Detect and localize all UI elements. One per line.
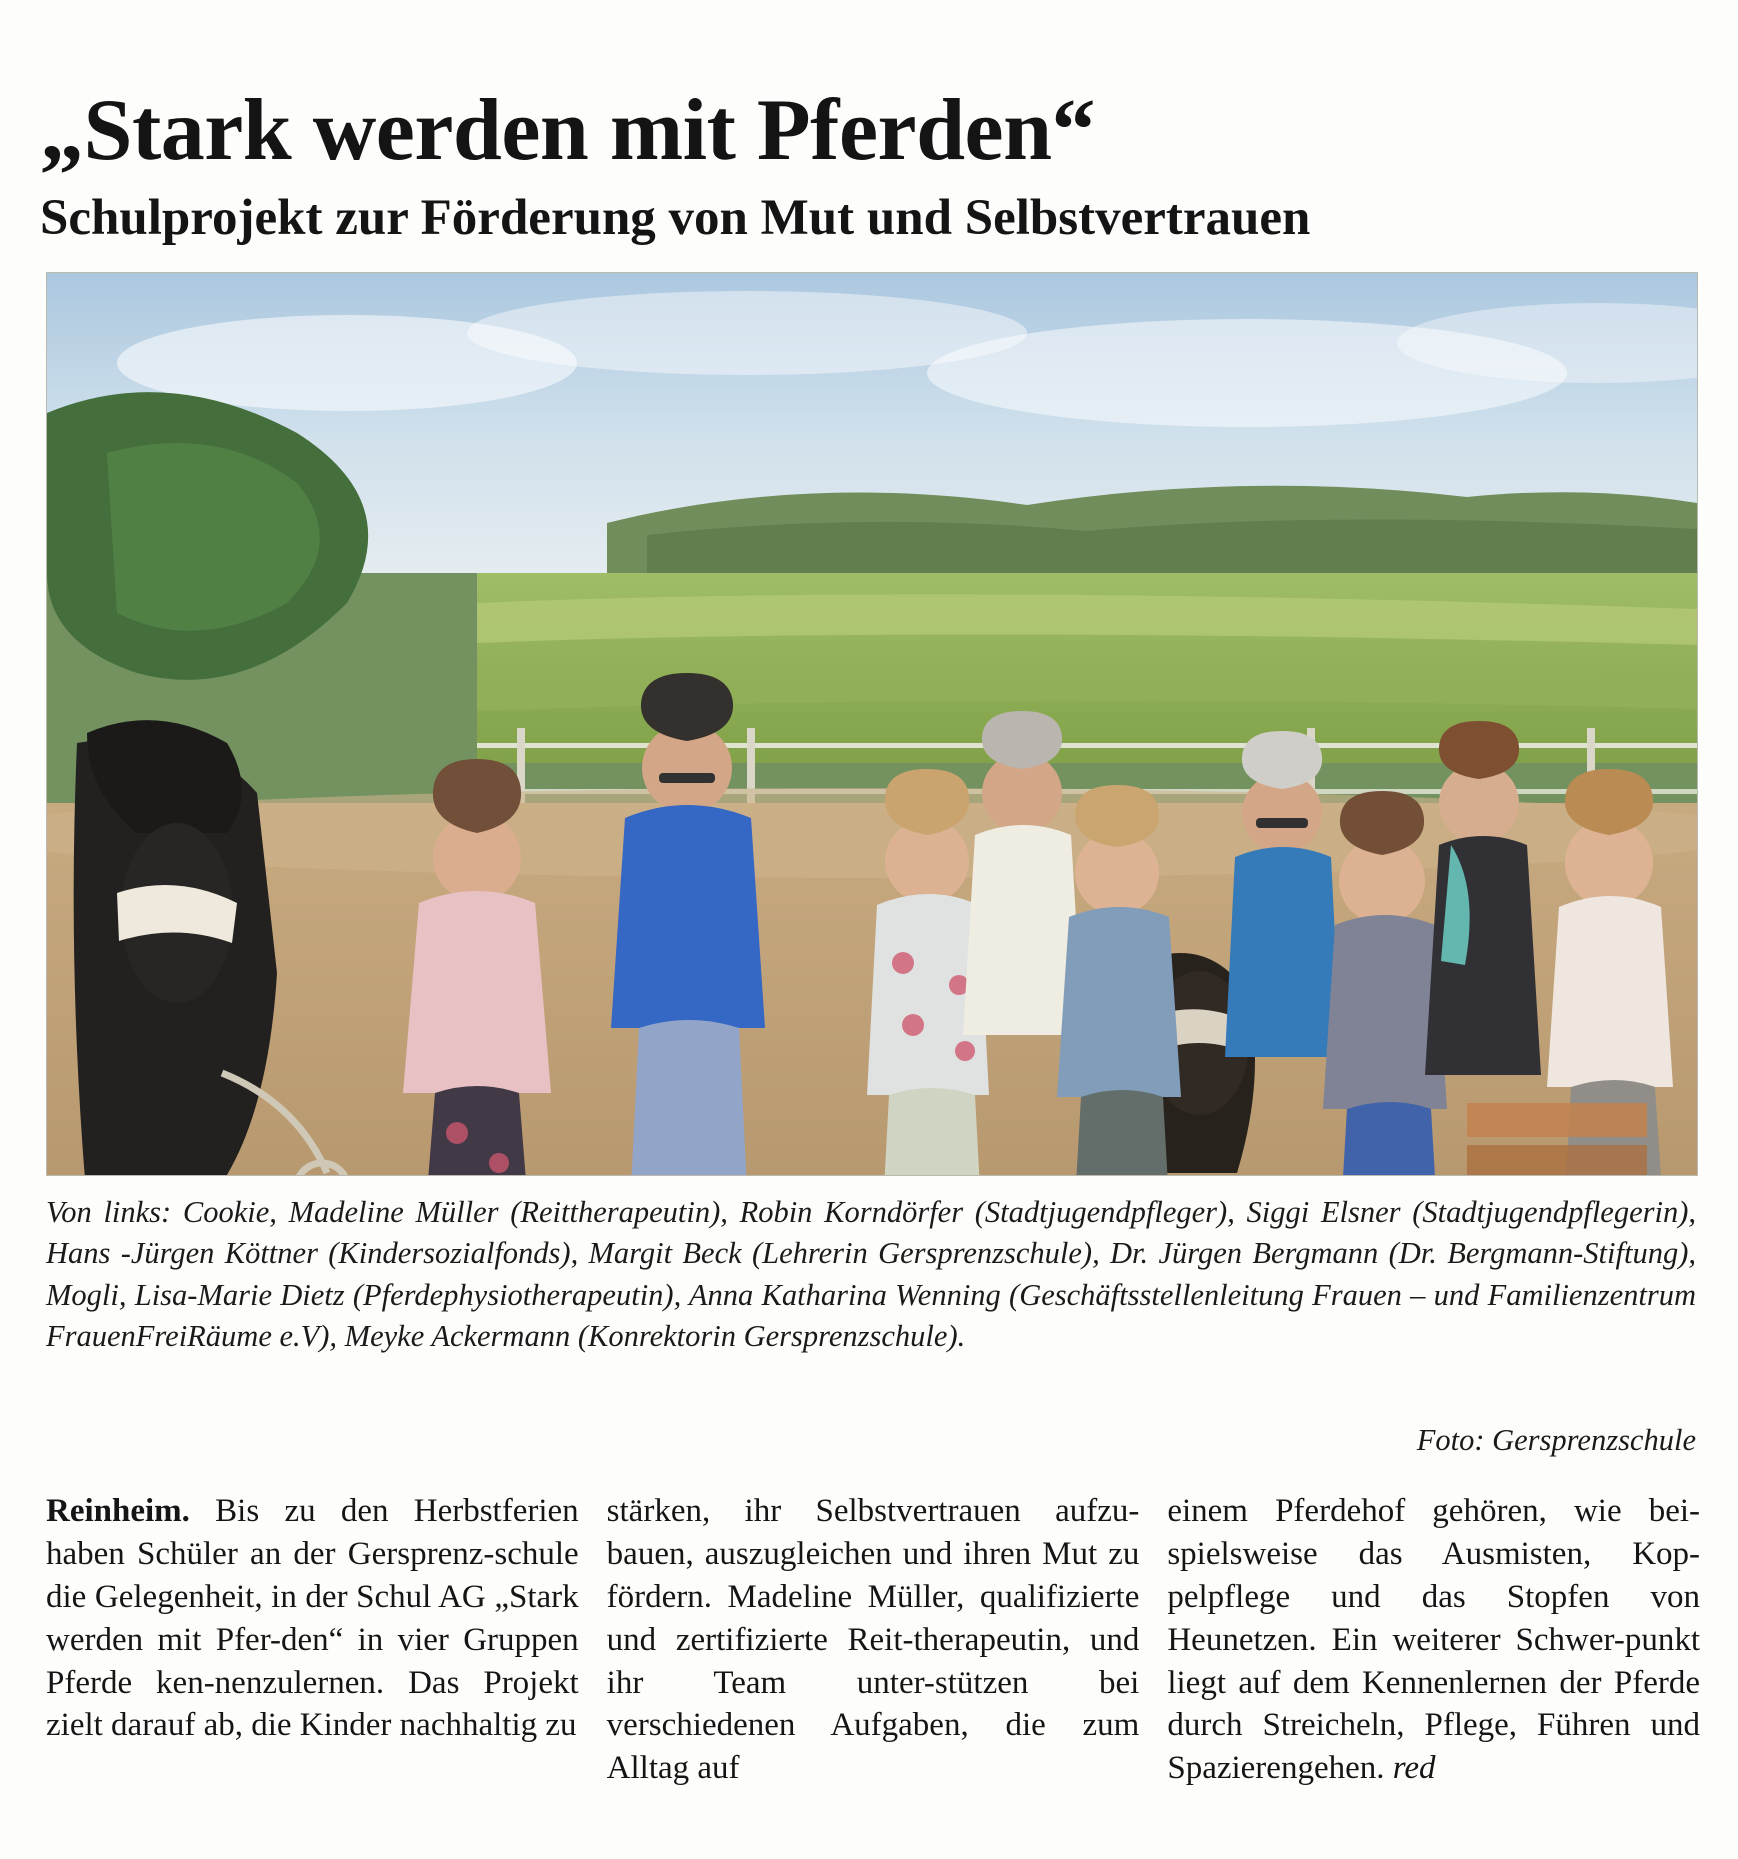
body-column-1	[46, 1490, 579, 1850]
body-column-2	[607, 1490, 1140, 1850]
body-column-3	[1167, 1490, 1700, 1850]
photo-credit: Foto: Gersprenzschule	[1416, 1423, 1696, 1457]
page-headline: „Stark werden mit Pferden“	[40, 81, 1096, 179]
dateline: Reinheim.	[46, 1493, 190, 1529]
body-text-2: stärken, ihr Selbstvertrauen aufzu-bauen, auszugleichen und ihren Mut zu fördern. Madeline Müller, qualifizierte und zertifizierte Reit-therapeutin, und ihr Team unter-stützen bei verschiedenen Aufgaben, die zum Alltag auf	[606, 1493, 1140, 1787]
article-photo	[46, 272, 1698, 1176]
page-subheadline: Schulprojekt zur Förderung von Mut und Selbstvertrauen	[40, 190, 1311, 247]
photo-illustration	[47, 273, 1697, 1175]
article-body	[46, 1490, 1700, 1850]
body-text-1: Bis zu den Herbstferien haben Schüler an der Gersprenz-schule die Gelegenheit, in der Schul AG „Stark werden mit Pfer-den“ in vier Gruppen Pferde ken-nenzulernen. Das Projekt zielt darauf ab, die Kinder nachhaltig zu	[46, 1493, 579, 1744]
byline-abbrev: red	[1392, 1750, 1436, 1787]
body-text-3: einem Pferdehof gehören, wie bei-spielsweise das Ausmisten, Kop-pelpflege und das Stopfen von Heunetzen. Ein weiterer Schwer-punkt liegt auf dem Kennenlernen der Pferde durch Streicheln, Pflege, Führen und Spazierengehen.	[1167, 1493, 1701, 1787]
photo-caption: Von links: Cookie, Madeline Müller (Reittherapeutin), Robin Korndörfer (Stadtjugendpfleger), Siggi Elsner (Stadtjugendpflegerin), Hans -Jürgen Köttner (Kindersozialfonds), Margit Beck (Lehrerin Gersprenzschule), Dr. Jürgen Bergmann (Dr. Bergmann-Stiftung), Mogli, Lisa-Marie Dietz (Pferdephysiotherapeutin), Anna Katharina Wenning (Geschäftsstellenleitung Frauen – und Familienzentrum FrauenFreiRäume e.V), Meyke Ackermann (Konrektorin Gersprenzschule).	[46, 1195, 1696, 1354]
